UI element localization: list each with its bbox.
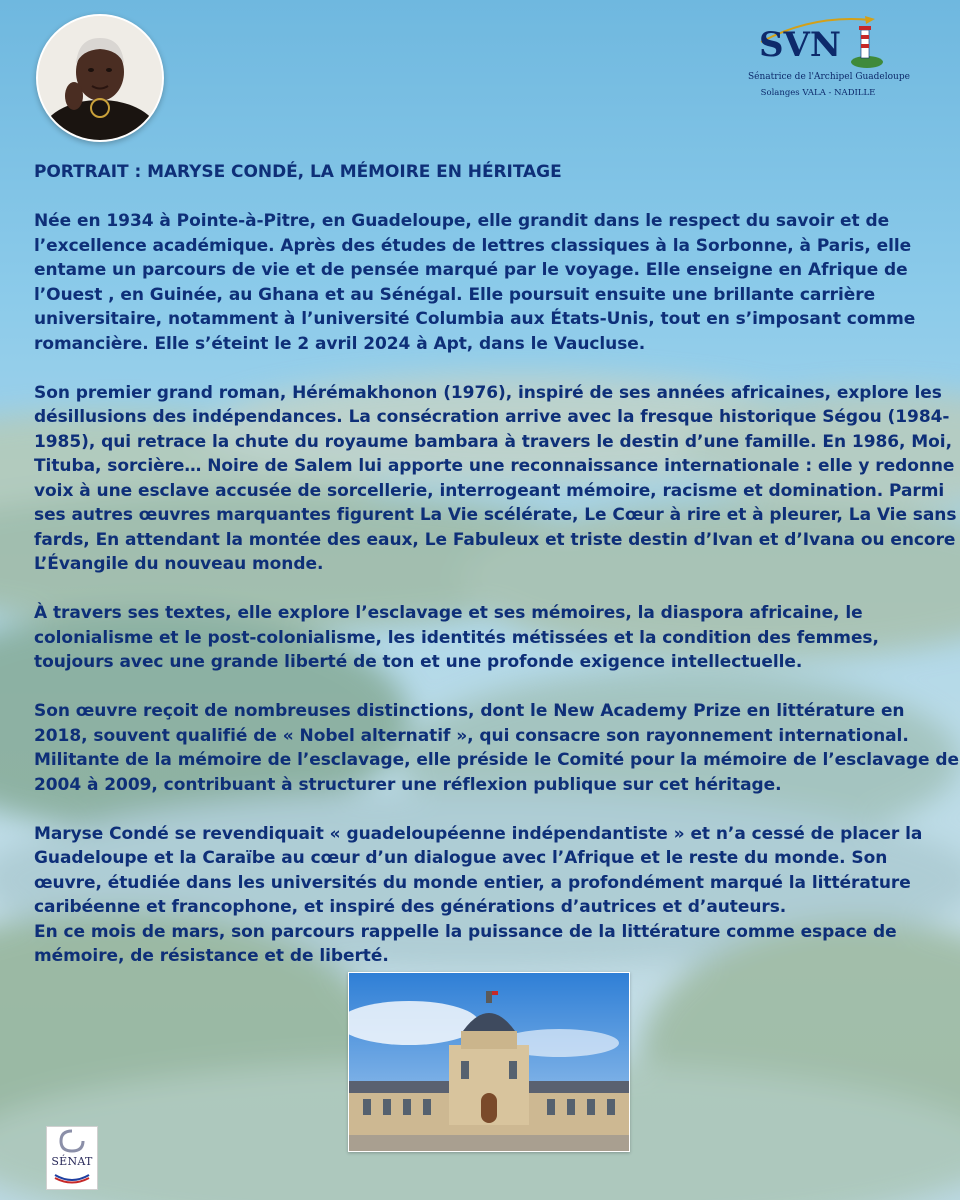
article-title: PORTRAIT : MARYSE CONDÉ, LA MÉMOIRE EN HÉRITAGE bbox=[34, 162, 562, 182]
paragraph-legacy: Maryse Condé se revendiquait « guadeloupéenne indépendantiste » et n’a cessé de placer la Guadeloupe et la Caraïbe au cœur d’un dialogue avec l’Afrique et le reste du monde. Son œuvre, étudiée dans les universités du monde entier, a profondément marqué la littérature caribéenne et francophone, et inspiré des générations d’autrices et d’auteurs. bbox=[34, 823, 923, 917]
senat-logo-text: SÉNAT bbox=[51, 1155, 93, 1168]
senat-building-photo bbox=[348, 972, 630, 1152]
paragraph-biography: Née en 1934 à Pointe-à-Pitre, en Guadeloupe, elle grandit dans le respect du savoir et de l’excellence académique. Après des études de lettres classiques à la Sorbonne, à Paris, elle entame un parcours de vie et de pensée marqué par le voyage. Elle enseigne en Afrique de l’Ouest , en Guinée, au Ghana et au Sénégal. Elle poursuit ensuite une brillante carrière universitaire, notamment à l’université Columbia aux États-Unis, tout en s’imposant comme romancière. Elle s’éteint le 2 avril 2024 à Apt, dans le Vaucluse. bbox=[34, 211, 916, 354]
svn-logo-mark: SVN bbox=[759, 25, 842, 65]
paragraph-themes: À travers ses textes, elle explore l’esclavage et ses mémoires, la diaspora africaine, le colonialisme et le post-colonialisme, les identités métissées et la condition des femmes, toujours avec une grande liberté de ton et une profonde exigence intellectuelle. bbox=[34, 603, 879, 672]
logo-caption: Sénatrice de l'Archipel Guadeloupe bbox=[748, 72, 910, 82]
paragraph-distinctions: Son œuvre reçoit de nombreuses distinctions, dont le New Academy Prize en littérature en 2018, souvent qualifié de « Nobel alternatif », qui consacre son rayonnement international. Militante de la mémoire de l’esclavage, elle préside le Comité pour la mémoire de l’esclavage de 2004 à 2009, contribuant à structurer une réflexion publique sur cet héritage. bbox=[34, 701, 959, 795]
tricolor-stripe-icon bbox=[47, 1171, 97, 1187]
svn-logo bbox=[748, 12, 910, 112]
svn-lighthouse-logo-icon bbox=[753, 12, 883, 70]
paragraph-conclusion: En ce mois de mars, son parcours rappelle la puissance de la littérature comme espace de mémoire, de résistance et de liberté. bbox=[34, 921, 897, 966]
paragraph-works: Son premier grand roman, Hérémakhonon (1976), inspiré de ses années africaines, explore les désillusions des indépendances. La consécration arrive avec la fresque historique Ségou (1984-1985), qui retrace la chute du royaume bambara à travers le destin d’une famille. En 1986, Moi, Tituba, sorcière… Noire de Salem lui apporte une reconnaissance internationale : elle y redonne voix à une esclave accusée de sorcellerie, interrogeant mémoire, racisme et domination. Parmi ses autres œuvres marquantes figurent La Vie scélérate, Le Cœur à rire et à pleurer, La Vie sans fards, En attendant la montée des eaux, Le Fabuleux et triste destin d’Ivan et d’Ivana ou encore L’Évangile du nouveau monde. bbox=[34, 382, 957, 574]
senat-logo bbox=[46, 1126, 98, 1190]
author-portrait bbox=[36, 14, 164, 142]
portrait-photo-icon bbox=[38, 16, 162, 140]
senat-building-photo-icon bbox=[349, 973, 629, 1151]
senator-name: Solanges VALA - NADILLE bbox=[760, 88, 876, 98]
article bbox=[34, 160, 960, 993]
senat-emblem-icon bbox=[47, 1127, 97, 1157]
